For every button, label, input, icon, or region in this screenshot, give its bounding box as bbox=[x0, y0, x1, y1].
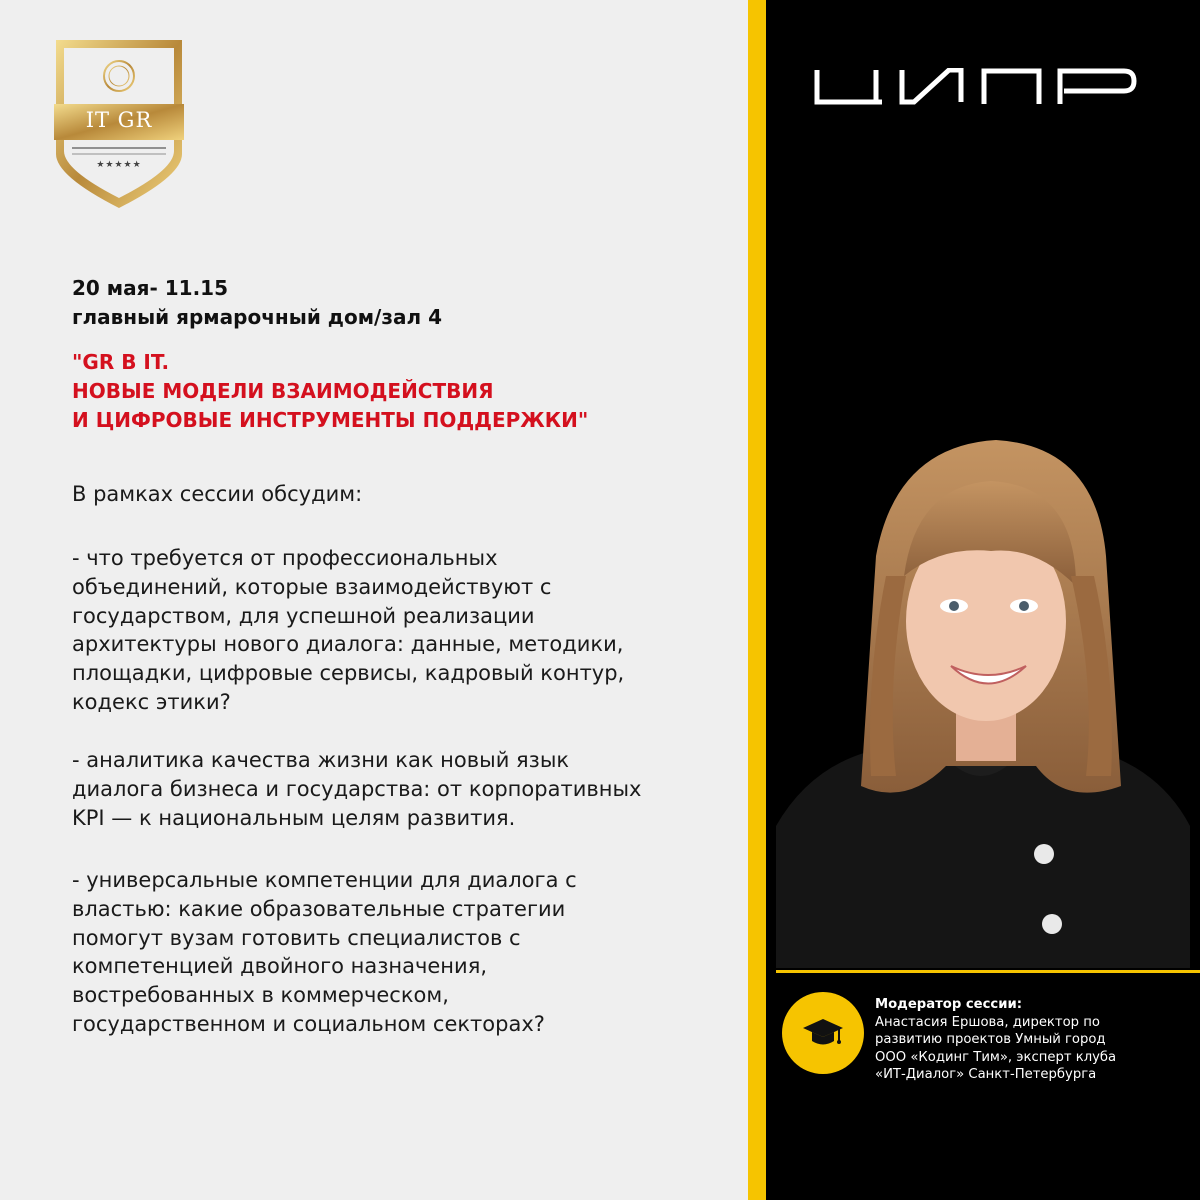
point-1-line: объединений, которые взаимодействуют с bbox=[72, 574, 552, 599]
point-3-line: властью: какие образовательные стратегии bbox=[72, 896, 566, 921]
point-1-line: государством, для успешной реализации bbox=[72, 603, 535, 628]
event-date-time: 20 мая- 11.15 bbox=[72, 276, 229, 300]
point-2-line: - аналитика качества жизни как новый язык bbox=[72, 748, 570, 772]
point-2-line: диалога бизнеса и государства: от корпоративных bbox=[72, 776, 642, 801]
yellow-stripe bbox=[748, 0, 766, 1200]
point-3-line: - универсальные компетенции для диалога с bbox=[72, 868, 577, 892]
moderator-line: Анастасия Ершова, директор по bbox=[875, 1014, 1100, 1030]
session-title bbox=[72, 348, 732, 435]
it-gr-crest-logo bbox=[52, 36, 186, 212]
point-1-line: - что требуется от профессиональных bbox=[72, 546, 498, 570]
discussion-point-3 bbox=[72, 866, 732, 1039]
point-2-line: KPI — к национальным целям развития. bbox=[72, 805, 516, 830]
event-location: главный ярмарочный дом/зал 4 bbox=[72, 305, 442, 329]
discussion-point-2 bbox=[72, 746, 732, 832]
moderator-portrait-icon bbox=[776, 426, 1190, 968]
point-3-line: помогут вузам готовить специалистов с bbox=[72, 925, 521, 950]
graduation-cap-icon bbox=[801, 1015, 845, 1051]
discussion-point-1 bbox=[72, 544, 732, 717]
session-title-line-1: "GR В IT. bbox=[72, 350, 170, 374]
event-meta bbox=[72, 274, 732, 332]
moderator-badge bbox=[782, 992, 864, 1074]
crest-logo-text: IT GR bbox=[85, 108, 153, 132]
cipr-brand-logo bbox=[814, 68, 1138, 108]
crest-stars: ★★★★★ bbox=[96, 160, 142, 170]
point-1-line: площадки, цифровые сервисы, кадровый контур, bbox=[72, 661, 625, 686]
moderator-photo bbox=[776, 426, 1190, 968]
yellow-divider-line bbox=[776, 970, 1200, 973]
point-3-line: компетенцией двойного назначения, bbox=[72, 954, 487, 979]
cipr-logo-icon bbox=[814, 68, 1138, 108]
point-3-line: государственном и социальном секторах? bbox=[72, 1011, 545, 1036]
point-1-line: кодекс этики? bbox=[72, 689, 231, 714]
moderator-label: Модератор сессии: bbox=[875, 997, 1023, 1012]
moderator-line: «ИТ-Диалог» Санкт-Петербурга bbox=[875, 1067, 1097, 1082]
point-3-line: востребованных в коммерческом, bbox=[72, 983, 449, 1008]
point-1-line: архитектуры нового диалога: данные, методики, bbox=[72, 632, 624, 657]
moderator-line: развитию проектов Умный город bbox=[875, 1032, 1106, 1047]
moderator-info bbox=[875, 996, 1195, 1084]
session-title-line-3: И ЦИФРОВЫЕ ИНСТРУМЕНТЫ ПОДДЕРЖКИ" bbox=[72, 408, 589, 432]
session-title-line-2: НОВЫЕ МОДЕЛИ ВЗАИМОДЕЙСТВИЯ bbox=[72, 379, 494, 403]
session-intro: В рамках сессии обсудим: bbox=[72, 482, 363, 506]
moderator-line: ООО «Кодинг Тим», эксперт клуба bbox=[875, 1049, 1117, 1065]
